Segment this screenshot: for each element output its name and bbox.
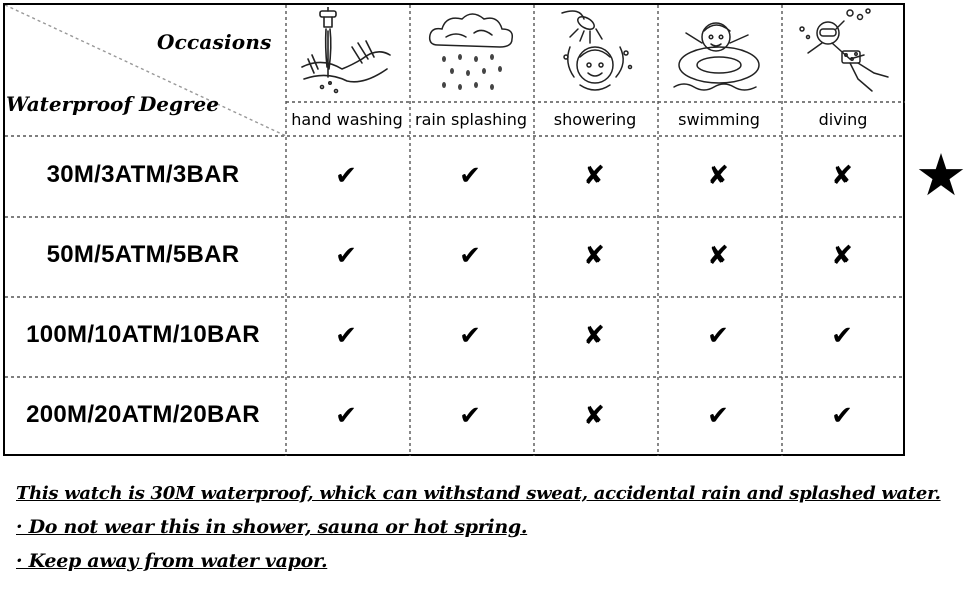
showering-child-icon [534, 4, 656, 99]
note-shower: · Do not wear this in shower, sauna or hot spring. [16, 516, 528, 538]
mark-50m-swimming: ✘ [707, 241, 729, 271]
occasion-label-showering: showering [553, 109, 637, 129]
star-icon: ★ [915, 141, 967, 209]
mark-30m-rain-splashing: ✔ [459, 161, 481, 191]
mark-30m-diving: ✘ [831, 161, 853, 191]
occasion-label-hand-washing: hand washing [291, 109, 403, 129]
rating-label-50m: 50M/5ATM/5BAR [46, 241, 240, 268]
note-main: This watch is 30M waterproof, whick can withstand sweat, accidental rain and splashed water. [16, 483, 941, 504]
mark-200m-swimming: ✔ [707, 401, 729, 431]
hand-washing-icon [286, 4, 408, 99]
mark-100m-diving: ✔ [831, 321, 853, 351]
mark-100m-hand-washing: ✔ [335, 321, 357, 351]
mark-100m-showering: ✘ [583, 321, 605, 351]
mark-30m-hand-washing: ✔ [335, 161, 357, 191]
mark-200m-hand-washing: ✔ [335, 401, 357, 431]
mark-200m-rain-splashing: ✔ [459, 401, 481, 431]
mark-30m-showering: ✘ [583, 161, 605, 191]
swimming-child-icon [658, 4, 780, 99]
occasion-label-rain-splashing: rain splashing [414, 109, 527, 129]
occasions-header: Occasions [157, 30, 272, 54]
mark-100m-swimming: ✔ [707, 321, 729, 351]
mark-50m-hand-washing: ✔ [335, 241, 357, 271]
rating-label-30m: 30M/3ATM/3BAR [46, 161, 240, 188]
mark-50m-rain-splashing: ✔ [459, 241, 481, 271]
diving-child-icon [782, 4, 904, 99]
mark-50m-showering: ✘ [583, 241, 605, 271]
occasion-label-diving: diving [818, 109, 868, 129]
occasion-label-swimming: swimming [678, 109, 760, 129]
mark-30m-swimming: ✘ [707, 161, 729, 191]
waterproof-degree-header: Waterproof Degree [6, 92, 219, 116]
mark-200m-diving: ✔ [831, 401, 853, 431]
rating-label-200m: 200M/20ATM/20BAR [26, 401, 260, 428]
mark-200m-showering: ✘ [583, 401, 605, 431]
mark-100m-rain-splashing: ✔ [459, 321, 481, 351]
note-vapor: · Keep away from water vapor. [16, 550, 328, 572]
rating-label-100m: 100M/10ATM/10BAR [26, 321, 260, 348]
mark-50m-diving: ✘ [831, 241, 853, 271]
rain-cloud-icon [410, 4, 532, 99]
